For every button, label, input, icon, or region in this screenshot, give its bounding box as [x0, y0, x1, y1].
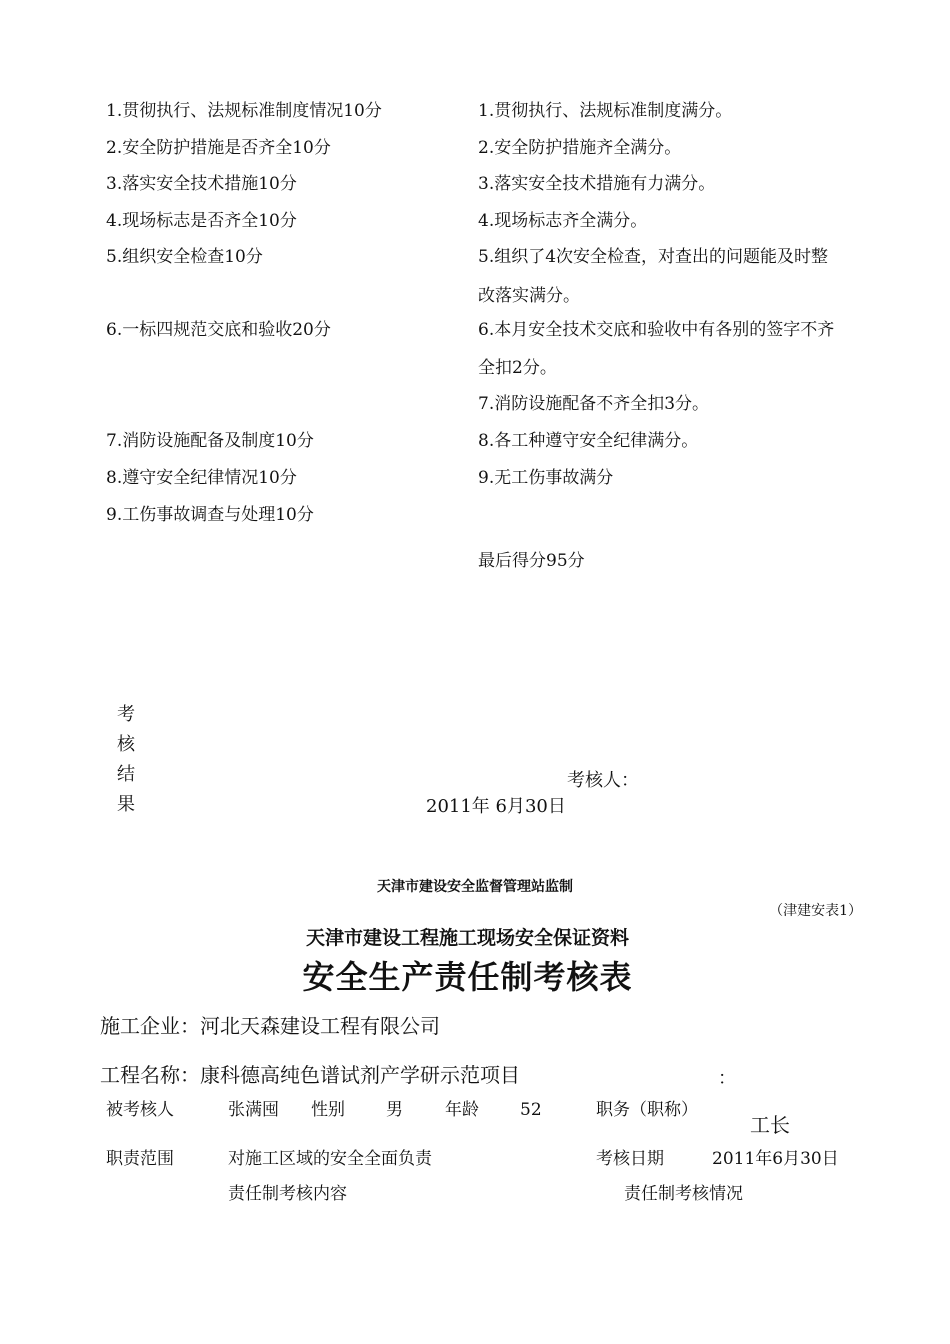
project-colon: ： [718, 1068, 736, 1089]
position-label: 职务（职称） [596, 1100, 698, 1120]
result-item: 3.落实安全技术措施有力满分。 [478, 174, 716, 194]
criterion-item: 8.遵守安全纪律情况10分 [106, 468, 297, 488]
criterion-item: 4.现场标志是否齐全10分 [106, 211, 297, 231]
criterion-item: 9.工伤事故调查与处理10分 [106, 505, 314, 525]
review-date: 2011年 6月30日 [426, 796, 566, 817]
project-label: 工程名称： [100, 1063, 200, 1087]
review-date-value: 2011年6月30日 [712, 1149, 839, 1169]
status-header: 责任制考核情况 [624, 1184, 743, 1204]
result-label-char: 结 [117, 764, 135, 785]
result-item: 2.安全防护措施齐全满分。 [478, 138, 682, 158]
reviewer-label: 考核人： [567, 770, 639, 791]
result-item: 1.贯彻执行、法规标准制度满分。 [478, 101, 733, 121]
company-row [100, 1010, 440, 1039]
gender-label: 性别 [311, 1100, 345, 1120]
assessee-name: 张满囤 [228, 1100, 279, 1120]
result-item: 全扣2分。 [478, 358, 557, 378]
company-label: 施工企业： [100, 1014, 200, 1038]
result-item: 改落实满分。 [478, 286, 580, 306]
result-item: 6.本月安全技术交底和验收中有各别的签字不齐 [478, 320, 835, 340]
form-subtitle: 天津市建设工程施工现场安全保证资料 [305, 927, 629, 949]
criterion-item: 2.安全防护措施是否齐全10分 [106, 138, 331, 158]
gender-value: 男 [386, 1100, 403, 1120]
content-header: 责任制考核内容 [228, 1184, 347, 1204]
final-score: 最后得分95分 [478, 551, 585, 571]
criterion-item: 1.贯彻执行、法规标准制度情况10分 [106, 101, 382, 121]
result-item: 8.各工种遵守安全纪律满分。 [478, 431, 699, 451]
result-label-char: 考 [117, 704, 135, 725]
criterion-item: 7.消防设施配备及制度10分 [106, 431, 314, 451]
result-vertical-label [116, 700, 136, 820]
scope-value: 对施工区域的安全全面负责 [228, 1149, 432, 1169]
result-label-char: 核 [117, 734, 135, 755]
scope-label: 职责范围 [106, 1149, 174, 1169]
review-date-label: 考核日期 [596, 1149, 664, 1169]
page-title: 安全生产责任制考核表 [302, 958, 633, 996]
result-item: 9.无工伤事故满分 [478, 468, 614, 488]
form-code: （津建安表1） [769, 903, 862, 919]
result-item: 5.组织了4次安全检查，对查出的问题能及时整 [478, 247, 829, 267]
result-label-char: 果 [117, 794, 135, 815]
criterion-item: 5.组织安全检查10分 [106, 247, 263, 267]
result-item: 4.现场标志齐全满分。 [478, 211, 648, 231]
criterion-item: 6.一标四规范交底和验收20分 [106, 320, 331, 340]
project-row [100, 1059, 520, 1088]
result-item: 7.消防设施配备不齐全扣3分。 [478, 394, 710, 414]
assessee-label: 被考核人 [106, 1100, 174, 1120]
criterion-item: 3.落实安全技术措施10分 [106, 174, 297, 194]
age-label: 年龄 [445, 1100, 479, 1120]
project-value: 康科德高纯色谱试剂产学研示范项目 [200, 1063, 520, 1087]
supervisor-line: 天津市建设安全监督管理站监制 [377, 879, 573, 895]
position-value: 工长 [750, 1113, 790, 1137]
company-value: 河北天森建设工程有限公司 [200, 1014, 440, 1038]
age-value: 52 [520, 1100, 542, 1120]
